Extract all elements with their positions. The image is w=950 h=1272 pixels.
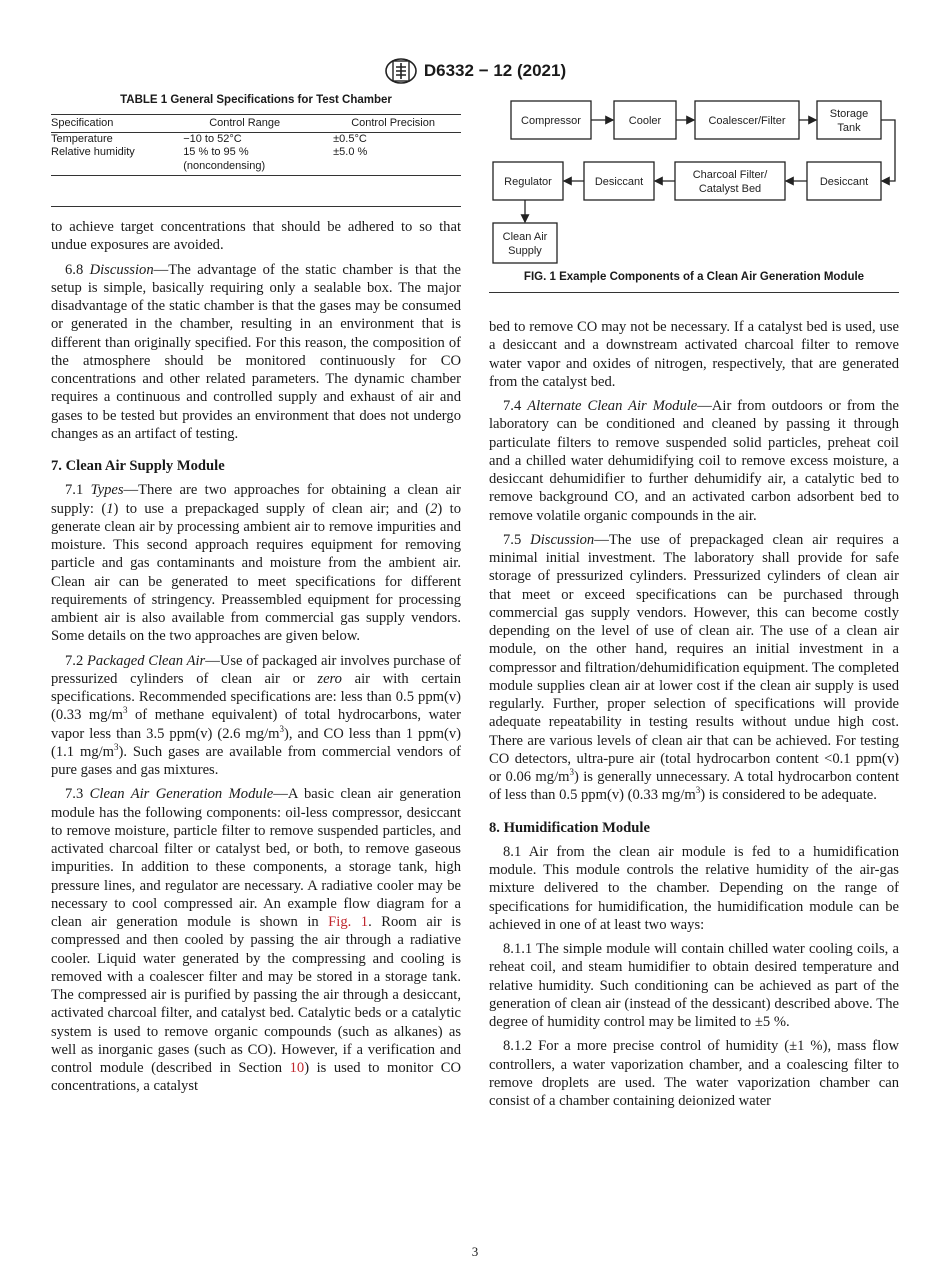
paragraph-7-3	[51, 785, 461, 1095]
table-cell	[164, 146, 325, 160]
para-text: —The use of prepackaged clean air requires a minimal initial investment. The laboratory shall provide for safe storage of pressurized cylinders. Pressurized cylinders of clean air that meet or exceed specifications can be purchased through commercial gas supply vendors. However, this can become costly depending on the level of use of clean air. The use of a clean air module, on the other hand, requires an initial investment in a compressor and filtration/dehumidification equipment. The completed module supplies clean air at lower cost if the clean air supply is used regularly. Further, proper selection of specifications will provide adequate repeatability in testing results without undue high cost. There are various levels of clean air that can be achieved. For testing CO detectors, ultra-pure air (total hydrocarbon content <0.1 ppm(v) or 0.06 mg/m	[489, 531, 899, 785]
table-row	[51, 146, 461, 160]
para-text: —Use of packaged air involves purchase of pressurized cylinders of clean air or	[51, 652, 462, 687]
clean-air-supply-box	[493, 223, 557, 263]
paragraph-6-8	[51, 261, 461, 444]
storage-label-line2: Tank	[837, 122, 861, 134]
table-cell: ±0.5°C	[333, 132, 367, 145]
left-column	[51, 218, 461, 1102]
para-title: Discussion	[89, 261, 154, 278]
para-text: ). Such gases are available from commercial vendors of pure gases and gas mixtures.	[51, 743, 461, 778]
desiccant-label-a: Desiccant	[594, 176, 644, 188]
para-text: —The advantage of the static chamber is that the setup is simple, basically requiring only a sealable box. The major disadvantage of the static chamber is that the gases may be consumed or generated in the chamber, resulting in an environment that is different than originally specified. For this reason, the composition of the atmosphere should be monitored continuously for CO concentrations and other related parameters. The dynamic chamber requires a continuous and controlled supply and exhaust of air and gases to be tested but provides an environment that does not undergo changes as an artifact of testing.	[51, 261, 462, 442]
column-divider	[51, 206, 461, 207]
table-cell-text: 15 % to 95 %	[183, 146, 249, 158]
table-header-cell: Specification	[51, 115, 164, 133]
para-text: ) is considered to be adequate.	[700, 787, 877, 804]
table-cell: Temperature	[51, 132, 113, 145]
para-text: ) is generally unnecessary. A total hydrocarbon content of less than 0.5 ppm(v) (0.33 mg/m	[489, 769, 899, 804]
compressor-label: Compressor	[521, 115, 581, 127]
para-text: ), and CO less than 1 ppm(v) (1.1 mg/m	[51, 725, 461, 760]
superscript: 3	[114, 741, 119, 752]
page-header	[0, 56, 950, 86]
right-column	[489, 318, 899, 1116]
paragraph-8-1-2: 8.1.2 For a more precise control of humidity (±1 %), mass flow controllers, a water vaporization chamber, and a coalescing filter to remove droplets are used. The water vaporization chamber can consist of a chamber containing deionized water	[489, 1038, 899, 1109]
para-number: 7.5	[503, 531, 531, 548]
table-cell: (noncondensing)	[164, 160, 325, 176]
table-header-cell: Control Precision	[325, 115, 461, 133]
storage-label-line1: Storage	[829, 108, 869, 120]
table-title: TABLE 1 General Specifications for Test Chamber	[120, 94, 392, 106]
table-cell	[51, 160, 164, 176]
regulator-label: Regulator	[504, 176, 552, 188]
paragraph-7-4	[489, 397, 899, 525]
superscript: 3	[695, 785, 701, 796]
clean-air-label-line1: Clean Air	[502, 231, 548, 243]
para-text: of methane equivalent) of total hydrocarbons, water vapor less than 3.5 ppm(v) (2.6 mg/m	[51, 707, 461, 742]
desiccant-label-b: Desiccant	[819, 176, 869, 188]
paragraph-8-1: 8.1 Air from the clean air module is fed to a humidification module. This module controls the relative humidity of the air-gas mixture delivered to the chamber. Depending on the range of specifications for humidification, the humidification module can be achieved in one of at least two ways:	[489, 843, 899, 933]
table-header-cell: Control Range	[164, 115, 325, 133]
para-title: Types	[90, 482, 124, 499]
charcoal-label-line2: Catalyst Bed	[698, 183, 762, 195]
para-text: —Air from outdoors or from the laboratory can be conditioned and cleaned by passing it through particulate filters to remove suspended solid particles, preheat coil and a chilled water dehumidifying coil to remove excess moisture, a desiccant dehumidifier to further dehumidify air, a catalytic bed to remove background CO, and an activated carbon adsorbent bed to remove volatile organic compounds in the air.	[489, 398, 900, 524]
flow-diagram	[489, 94, 899, 269]
coalescer-label: Coalescer/Filter	[708, 115, 786, 127]
table-cell: ±5.0 %	[333, 146, 368, 158]
paragraph-8-1-1: 8.1.1 The simple module will contain chilled water cooling coils, a reheat coil, and steam humidifier to obtain desired temperature and relative humidity. Such conditioning can be achieved as part of the generation of clean air (instead of the dessicant) described above. The degree of humidity control may be limited to ±5 %.	[489, 941, 899, 1030]
paragraph: bed to remove CO may not be necessary. If a catalyst bed is used, use a desiccant and a downstream activated charcoal filter to remove water vapor and oxides of nitrogen, respectively, that are generated from the catalyst bed.	[489, 319, 899, 390]
table-header-row	[51, 115, 461, 133]
document-designation: D6332 − 12 (2021)	[423, 61, 567, 80]
page-number: 3	[471, 1244, 479, 1259]
para-text: . Room air is compressed and then cooled by passing the air through a radiative cooler. Liquid water generated by the compressing and cooling is removed with a coalescer filter and may be stored in a storage tank. The compressed air is purified by passing the air through a desiccant, activated charcoal filter, and catalyst bed. Catalytic beds or a catalytic system is used to remove organic compounds (such as alkanes) as well as inorganic gases (such as CO). However, if a verification and control module (described in Section	[51, 914, 461, 1076]
para-title: Packaged Clean Air	[86, 652, 206, 669]
section-heading-7: 7. Clean Air Supply Module	[51, 458, 225, 474]
section-link[interactable]: 10	[289, 1060, 305, 1076]
paragraph-7-2	[51, 652, 461, 780]
paragraph-7-5	[489, 531, 899, 805]
astm-logo-icon	[384, 57, 418, 85]
para-text: ) to use a prepackaged supply of clean air; and (	[113, 500, 431, 517]
flow-arrow	[881, 120, 895, 181]
figure-caption: FIG. 1 Example Components of a Clean Air Generation Module	[523, 271, 865, 283]
table-cell	[325, 160, 461, 176]
charcoal-label-line1: Charcoal Filter/	[692, 169, 768, 181]
figure-link[interactable]: Fig. 1	[328, 914, 369, 930]
para-number: 7.1	[65, 482, 91, 499]
table-row	[51, 160, 461, 176]
para-text: air with certain specifications. Recommended specifications are: less than 0.5 ppm(v) (0.33 mg/m	[51, 670, 461, 724]
spec-table	[51, 114, 461, 176]
section-heading-8: 8. Humidification Module	[489, 819, 650, 836]
para-number: 7.3	[65, 786, 90, 803]
emphasis: zero	[317, 670, 342, 687]
list-number: 2	[430, 500, 438, 517]
para-text: —There are two approaches for obtaining a clean air supply: (	[51, 482, 461, 517]
table-cell: Relative humidity	[51, 146, 135, 158]
para-number: 7.2	[65, 652, 87, 669]
table-row	[51, 132, 461, 146]
column-divider	[489, 292, 899, 293]
table-cell: −10 to 52°C	[183, 132, 242, 145]
para-text: —A basic clean air generation module has the following components: oil-less compressor, desiccant to remove moisture, particle filter to remove suspended particles, and activated charcoal filter or catalyst bed, or both, to remove gaseous impurities. In addition to these components, a storage tank, high pressure lines, and regulator are necessary. A radiative cooler may be necessary to cool compressed air. An example flow diagram for a clean air generation module is shown in	[51, 786, 461, 930]
superscript: 3	[569, 767, 574, 778]
para-text: ) is used to monitor CO concentrations, a catalyst	[51, 1060, 461, 1095]
list-number: 1	[106, 500, 114, 517]
cooler-label: Cooler	[628, 115, 662, 127]
superscript: 3	[279, 723, 284, 734]
para-text: ) to generate clean air by processing ambient air to remove impurities and moisture. This second approach requires equipment for removing particle and gas contaminants and moisture from the ambient air. Clean air can be generated to meet specifications for different requirements of stringency. Preassembled equipment for processing ambient air is also available from commercial gas supply vendors. Some details on the two approaches are given below.	[51, 500, 461, 645]
para-number: 7.4	[503, 398, 528, 414]
para-title: Clean Air Generation Module	[89, 786, 274, 803]
para-title: Discussion	[530, 531, 595, 548]
clean-air-label-line2: Supply	[508, 245, 542, 257]
paragraph-7-1	[51, 481, 461, 645]
para-number: 6.8	[65, 261, 90, 278]
paragraph: to achieve target concentrations that should be adhered to so that undue exposures are avoided.	[51, 219, 461, 254]
para-title: Alternate Clean Air Module	[527, 398, 698, 414]
superscript: 3	[122, 705, 128, 716]
